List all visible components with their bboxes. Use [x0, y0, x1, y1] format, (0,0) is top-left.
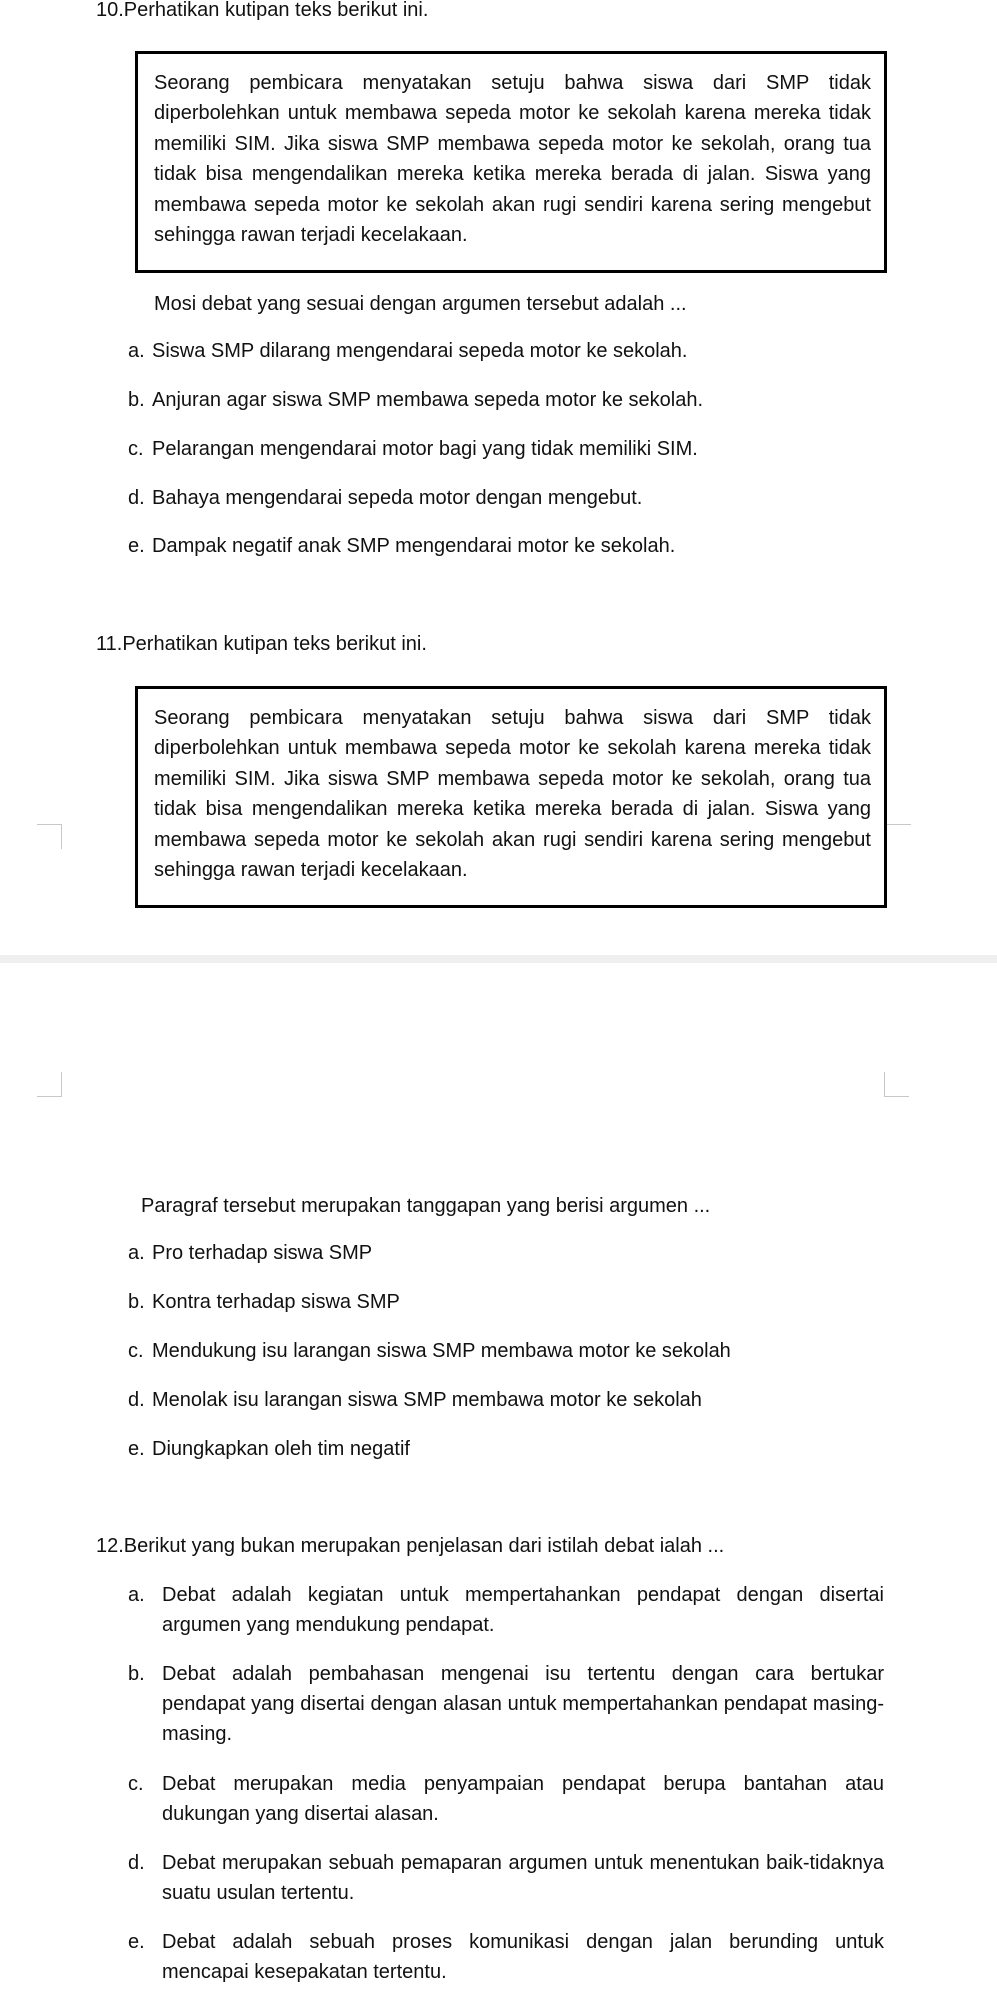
option-letter: d. — [128, 487, 145, 509]
option-letter: e. — [128, 1931, 145, 1953]
option-letter: e. — [128, 535, 145, 557]
option-text: Anjuran agar siswa SMP membawa sepeda motor ke sekolah. — [152, 389, 704, 411]
option-text: Kontra terhadap siswa SMP — [152, 1291, 400, 1313]
option-letter: d. — [128, 1852, 145, 1874]
page-break — [0, 955, 997, 963]
question-12-option-d[interactable] — [128, 1848, 884, 1908]
question-12-option-e[interactable] — [128, 1927, 884, 1987]
option-letter: c. — [128, 438, 144, 460]
question-10-option-e[interactable] — [128, 531, 884, 561]
question-10-option-d[interactable] — [128, 483, 884, 513]
question-12-title: 12.Berikut yang bukan merupakan penjelasan dari istilah debat ialah ... — [96, 1535, 725, 1557]
option-letter: d. — [128, 1389, 145, 1411]
question-11-option-c[interactable] — [128, 1336, 884, 1366]
crop-mark-top-left — [37, 824, 62, 849]
crop-mark-bottom-left — [37, 1072, 62, 1097]
question-11-option-a[interactable] — [128, 1238, 884, 1268]
question-10-option-c[interactable] — [128, 434, 884, 464]
option-text: Debat adalah kegiatan untuk mempertahankan pendapat dengan disertai argumen yang mendukung pendapat. — [162, 1584, 884, 1636]
question-11-option-e[interactable] — [128, 1434, 884, 1464]
option-text: Debat adalah sebuah proses komunikasi dengan jalan berunding untuk mencapai kesepakatan tertentu. — [162, 1931, 884, 1983]
option-letter: c. — [128, 1773, 144, 1795]
option-text: Pro terhadap siswa SMP — [152, 1242, 373, 1264]
option-text: Menolak isu larangan siswa SMP membawa motor ke sekolah — [152, 1389, 702, 1411]
question-11-option-b[interactable] — [128, 1287, 884, 1317]
question-11-title: 11.Perhatikan kutipan teks berikut ini. — [96, 633, 427, 655]
option-letter: a. — [128, 1584, 145, 1606]
question-10-title: 10.Perhatikan kutipan teks berikut ini. — [96, 0, 429, 21]
option-text: Debat merupakan sebuah pemaparan argumen untuk menentukan baik-tidaknya suatu usulan tertentu. — [162, 1852, 884, 1904]
question-10-option-a[interactable] — [128, 336, 884, 366]
question-10-option-b[interactable] — [128, 385, 884, 415]
option-text: Debat merupakan media penyampaian pendapat berupa bantahan atau dukungan yang disertai alasan. — [162, 1773, 884, 1825]
question-12-option-a[interactable] — [128, 1580, 884, 1640]
option-text: Pelarangan mengendarai motor bagi yang tidak memiliki SIM. — [152, 438, 698, 460]
question-11-passage: Seorang pembicara menyatakan setuju bahwa siswa dari SMP tidak diperbolehkan untuk membawa sepeda motor ke sekolah karena mereka tidak memiliki SIM. Jika siswa SMP membawa sepeda motor ke sekolah, orang tua tidak bisa mengendalikan mereka ketika mereka berada di jalan. Siswa yang membawa sepeda motor ke sekolah akan rugi sendiri karena sering mengebut sehingga rawan terjadi kecelakaan. — [135, 686, 887, 908]
option-text: Debat adalah pembahasan mengenai isu tertentu dengan cara bertukar pendapat yang disertai dengan alasan untuk mempertahankan pendapat masing- masing. — [162, 1663, 884, 1745]
option-letter: a. — [128, 340, 145, 362]
crop-mark-top-right — [886, 824, 911, 849]
option-letter: b. — [128, 389, 145, 411]
option-letter: b. — [128, 1663, 145, 1685]
option-letter: b. — [128, 1291, 145, 1313]
crop-mark-bottom-right — [884, 1072, 909, 1097]
option-letter: c. — [128, 1340, 144, 1362]
option-text: Diungkapkan oleh tim negatif — [152, 1438, 410, 1460]
question-11-option-d[interactable] — [128, 1385, 884, 1415]
option-text: Bahaya mengendarai sepeda motor dengan mengebut. — [152, 487, 643, 509]
option-letter: e. — [128, 1438, 145, 1460]
option-letter: a. — [128, 1242, 145, 1264]
question-12-option-c[interactable] — [128, 1769, 884, 1829]
question-10-stem: Mosi debat yang sesuai dengan argumen tersebut adalah ... — [154, 293, 687, 315]
question-10-passage: Seorang pembicara menyatakan setuju bahwa siswa dari SMP tidak diperbolehkan untuk membawa sepeda motor ke sekolah karena mereka tidak memiliki SIM. Jika siswa SMP membawa sepeda motor ke sekolah, orang tua tidak bisa mengendalikan mereka ketika mereka berada di jalan. Siswa yang membawa sepeda motor ke sekolah akan rugi sendiri karena sering mengebut sehingga rawan terjadi kecelakaan. — [135, 51, 887, 273]
question-11-stem: Paragraf tersebut merupakan tanggapan yang berisi argumen ... — [141, 1195, 711, 1217]
question-12-option-b[interactable] — [128, 1659, 884, 1749]
option-text: Mendukung isu larangan siswa SMP membawa motor ke sekolah — [152, 1340, 731, 1362]
option-text: Dampak negatif anak SMP mengendarai motor ke sekolah. — [152, 535, 676, 557]
option-text: Siswa SMP dilarang mengendarai sepeda motor ke sekolah. — [152, 340, 688, 362]
